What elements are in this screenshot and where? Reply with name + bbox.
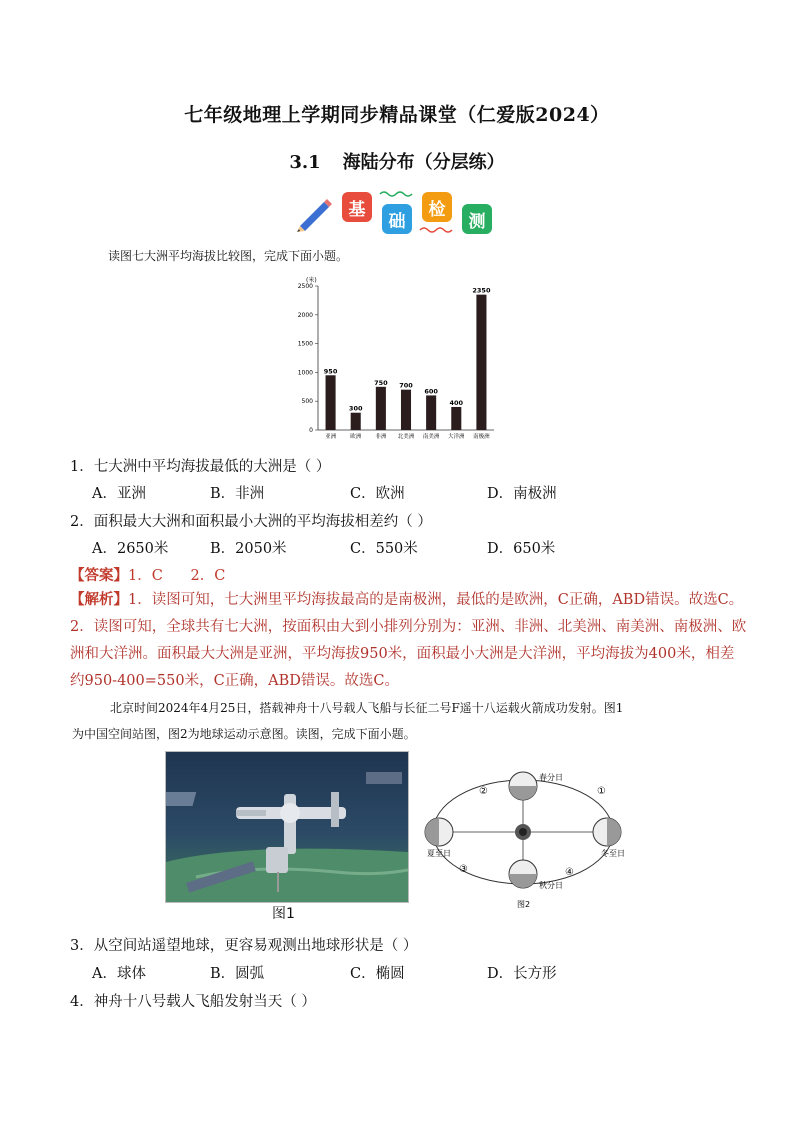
earth-autumn [509,860,537,888]
answer-text: 1．C 2．C [128,568,226,584]
chart-svg [290,272,500,444]
x-tick-label-1: 欧洲 [350,434,362,440]
q3-option-b: B．圆弧 [210,966,265,982]
y-axis-unit: (米) [306,277,317,284]
explanation-line-2: 2．读图可知，全球共有七大洲，按面积由大到小排列分别为：亚洲、非洲、北美洲、南美洲、南极洲、欧 [70,619,747,635]
badge-char-2: 础 [382,204,412,234]
basic-test-banner [294,188,504,238]
question-3-stem: 3．从空间站遥望地球，更容易观测出地球形状是（ ） [70,938,418,954]
x-tick-label-4: 南美洲 [422,434,440,440]
label-winter: 冬至日 [601,849,625,858]
q3-option-a: A．球体 [92,966,146,982]
bar-5 [451,407,461,430]
bar-6 [476,295,486,430]
y-tick-label-0: 0 [309,427,313,434]
earth-spring [509,772,537,800]
section-heading [0,148,794,174]
bar-0 [326,375,336,430]
q3-option-d: D．长方形 [487,966,557,982]
figure-2-label: 图2 [517,900,531,909]
y-tick-label-5: 2500 [297,283,313,290]
badge-char-1: 基 [342,192,372,222]
x-tick-label-2: 非洲 [375,434,387,440]
label-n1: ① [597,786,606,797]
q2-option-a: A．2650米 [92,541,169,557]
y-tick-label-3: 1500 [297,340,313,348]
explanation-text-1: 1．读图可知，七大洲里平均海拔最高的是南极洲，最低的是欧洲，C正确，ABD错误。故选C。 [128,592,744,608]
explanation-line-4: 约950-400=550米，C正确，ABD错误。故选C。 [70,673,400,689]
question-1-stem: 1．七大洲中平均海拔最低的大洲是（ ） [70,459,331,475]
bar-4 [426,395,436,430]
label-summer: 夏至日 [427,849,451,858]
badge-char-3: 检 [422,192,452,222]
earth-orbit-diagram [415,760,635,910]
y-tick-label-1: 500 [301,398,313,406]
bar-1 [351,413,361,430]
label-autumn: 秋分日 [539,881,563,890]
x-tick-label-3: 北美洲 [397,434,415,440]
q2-option-c: C．550米 [350,541,418,557]
intro-text-2-line-2: 为中国空间站图，图2为地球运动示意图。读图，完成下面小题。 [72,727,416,741]
q1-option-a: A．亚洲 [92,486,146,502]
bar-value-label-5: 400 [449,398,464,407]
orbit-svg [415,760,635,910]
earth-winter [593,818,621,846]
section-number: 3.1 [289,152,321,173]
x-tick-label-0: 亚洲 [325,434,337,440]
intro-text-2-line-1: 北京时间2024年4月25日，搭载神舟十八号载人飞船与长征二号F遥十八运载火箭成功发射。图1 [110,701,624,715]
figure-1-label: 图1 [272,906,295,922]
q2-option-b: B．2050米 [210,541,287,557]
bar-value-label-1: 300 [348,404,363,413]
explanation-line-3: 洲和大洋洲。面积最大大洲是亚洲，平均海拔950米，面积最小大洲是大洋洲，平均海拔为400米，相差 [70,646,735,662]
x-tick-label-5: 大洋洲 [448,434,465,440]
label-n4: ④ [565,867,574,878]
label-n3: ③ [459,864,468,875]
document-title: 七年级地理上学期同步精品课堂（仁爱版2024） [184,104,610,126]
bar-value-label-4: 600 [424,387,438,396]
q1-option-b: B．非洲 [210,486,265,502]
bar-3 [401,390,411,430]
wave-decoration [294,188,504,238]
bar-value-label-0: 950 [323,367,338,376]
explanation-block [70,586,747,695]
question-2-stem: 2．面积最大大洲和面积最小大洲的平均海拔相差约（ ） [70,514,432,530]
bar-value-label-3: 700 [399,381,413,390]
explanation-tag: 【解析】 [70,591,128,608]
answer-line [70,564,225,585]
bar-value-label-6: 2350 [472,286,491,295]
earth-summer [425,818,453,846]
q1-option-c: C．欧洲 [350,486,405,502]
answer-tag: 【答案】 [70,567,128,584]
q3-option-c: C．椭圆 [350,966,405,982]
space-station-illustration [166,752,408,902]
question-4-stem: 4．神舟十八号载人飞船发射当天（ ） [70,994,316,1010]
bar-value-label-2: 750 [374,378,388,387]
explanation-line-1 [70,586,744,614]
section-title: 海陆分布（分层练） [342,152,505,173]
bar-2 [376,387,386,430]
label-spring: 春分日 [539,773,563,782]
label-n2: ② [479,786,488,797]
space-station-photo [165,751,409,903]
q1-option-d: D．南极洲 [487,486,557,502]
x-tick-label-6: 南极洲 [473,434,490,440]
elevation-bar-chart [290,272,500,444]
badge-char-4: 测 [462,204,492,234]
intro-text-1: 读图七大洲平均海拔比较图，完成下面小题。 [108,249,349,263]
y-tick-label-4: 2000 [297,311,313,319]
y-tick-label-2: 1000 [297,369,313,377]
q2-option-d: D．650米 [487,541,556,557]
